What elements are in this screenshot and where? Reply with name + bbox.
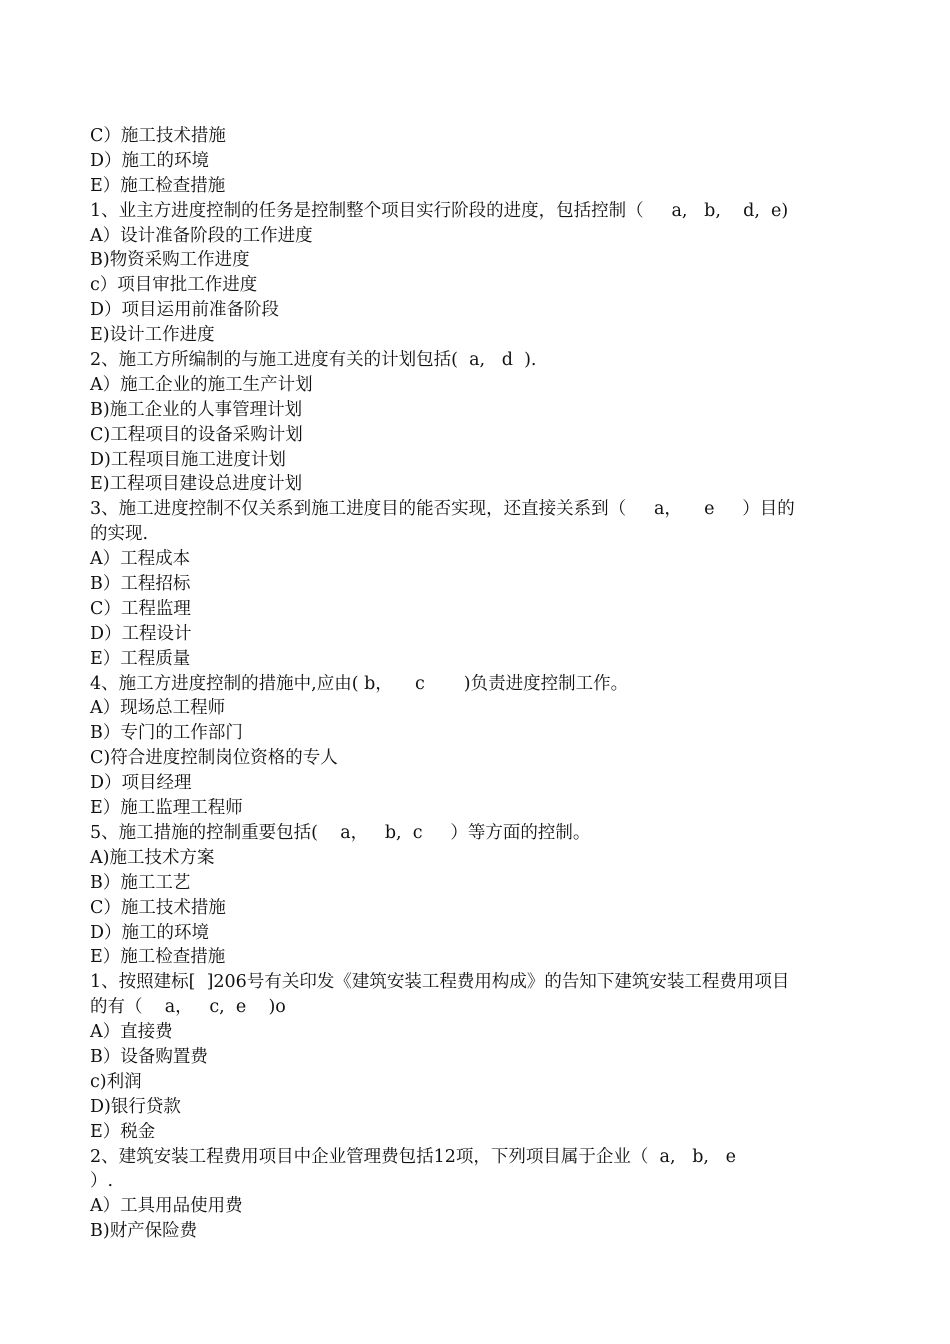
text-line: B)物资采购工作进度 bbox=[90, 250, 250, 271]
text-line: C）施工技术措施 bbox=[90, 897, 226, 918]
text-line: E）施工检查措施 bbox=[90, 947, 226, 968]
text-line: 的有（ a， c, e )o bbox=[90, 997, 286, 1018]
text-line: E）税金 bbox=[90, 1121, 156, 1142]
text-line: D）项目经理 bbox=[90, 773, 192, 794]
text-line: D）工程设计 bbox=[90, 623, 192, 644]
text-line: E）工程质量 bbox=[90, 648, 191, 669]
text-line: C）工程监理 bbox=[90, 598, 191, 619]
question-line: 4、施工方进度控制的措施中,应由( b， c )负责进度控制工作。 bbox=[90, 673, 629, 694]
document-page bbox=[90, 124, 890, 1244]
text-line: 的实现. bbox=[90, 524, 149, 545]
text-line: B）设备购置费 bbox=[90, 1046, 208, 1067]
text-line: D)工程项目施工进度计划 bbox=[90, 449, 286, 470]
text-line: A）施工企业的施工生产计划 bbox=[90, 374, 313, 395]
text-line: B）专门的工作部门 bbox=[90, 723, 243, 744]
question-line: 1、业主方进度控制的任务是控制整个项目实行阶段的进度，包括控制（ a, b, d, e) bbox=[90, 200, 789, 221]
question-line: 3、施工进度控制不仅关系到施工进度目的能否实现，还直接关系到（ a， e ）目的 bbox=[90, 499, 795, 520]
text-line: C)符合进度控制岗位资格的专人 bbox=[90, 748, 338, 769]
text-line: A）工具用品使用费 bbox=[90, 1196, 243, 1217]
question-line: 1、按照建标[ ]206号有关印发《建筑安装工程费用构成》的告知下建筑安装工程费用项目 bbox=[90, 972, 790, 993]
text-line: A）直接费 bbox=[90, 1022, 173, 1043]
question-line: 5、施工措施的控制重要包括( a， b, c ）等方面的控制。 bbox=[90, 822, 591, 843]
text-line: A）设计准备阶段的工作进度 bbox=[90, 225, 313, 246]
text-line: D）施工的环境 bbox=[90, 922, 210, 943]
question-line: 2、建筑安装工程费用项目中企业管理费包括12项，下列项目属于企业（ a, b, e bbox=[90, 1146, 737, 1167]
question-line: 2、施工方所编制的与施工进度有关的计划包括( a, d ). bbox=[90, 350, 537, 371]
text-line: B)财产保险费 bbox=[90, 1221, 198, 1242]
text-line: E）施工监理工程师 bbox=[90, 798, 243, 819]
text-line: A）工程成本 bbox=[90, 549, 191, 570]
text-line: D）施工的环境 bbox=[90, 150, 210, 171]
text-line: D）项目运用前准备阶段 bbox=[90, 300, 280, 321]
text-line: A)施工技术方案 bbox=[90, 847, 215, 868]
text-line: B）施工工艺 bbox=[90, 872, 191, 893]
text-line: C）施工技术措施 bbox=[90, 126, 226, 146]
text-line: c）项目审批工作进度 bbox=[90, 275, 258, 296]
text-line: c)利润 bbox=[90, 1071, 142, 1092]
text-line: E)工程项目建设总进度计划 bbox=[90, 474, 303, 495]
text-line: E)设计工作进度 bbox=[90, 325, 215, 346]
text-line: ）. bbox=[90, 1171, 114, 1192]
text-line: B）工程招标 bbox=[90, 574, 191, 595]
text-line: C)工程项目的设备采购计划 bbox=[90, 424, 303, 445]
text-line: D)银行贷款 bbox=[90, 1096, 181, 1117]
text-line: E）施工检查措施 bbox=[90, 175, 226, 196]
text-line: B)施工企业的人事管理计划 bbox=[90, 399, 303, 420]
text-line: A）现场总工程师 bbox=[90, 698, 226, 719]
